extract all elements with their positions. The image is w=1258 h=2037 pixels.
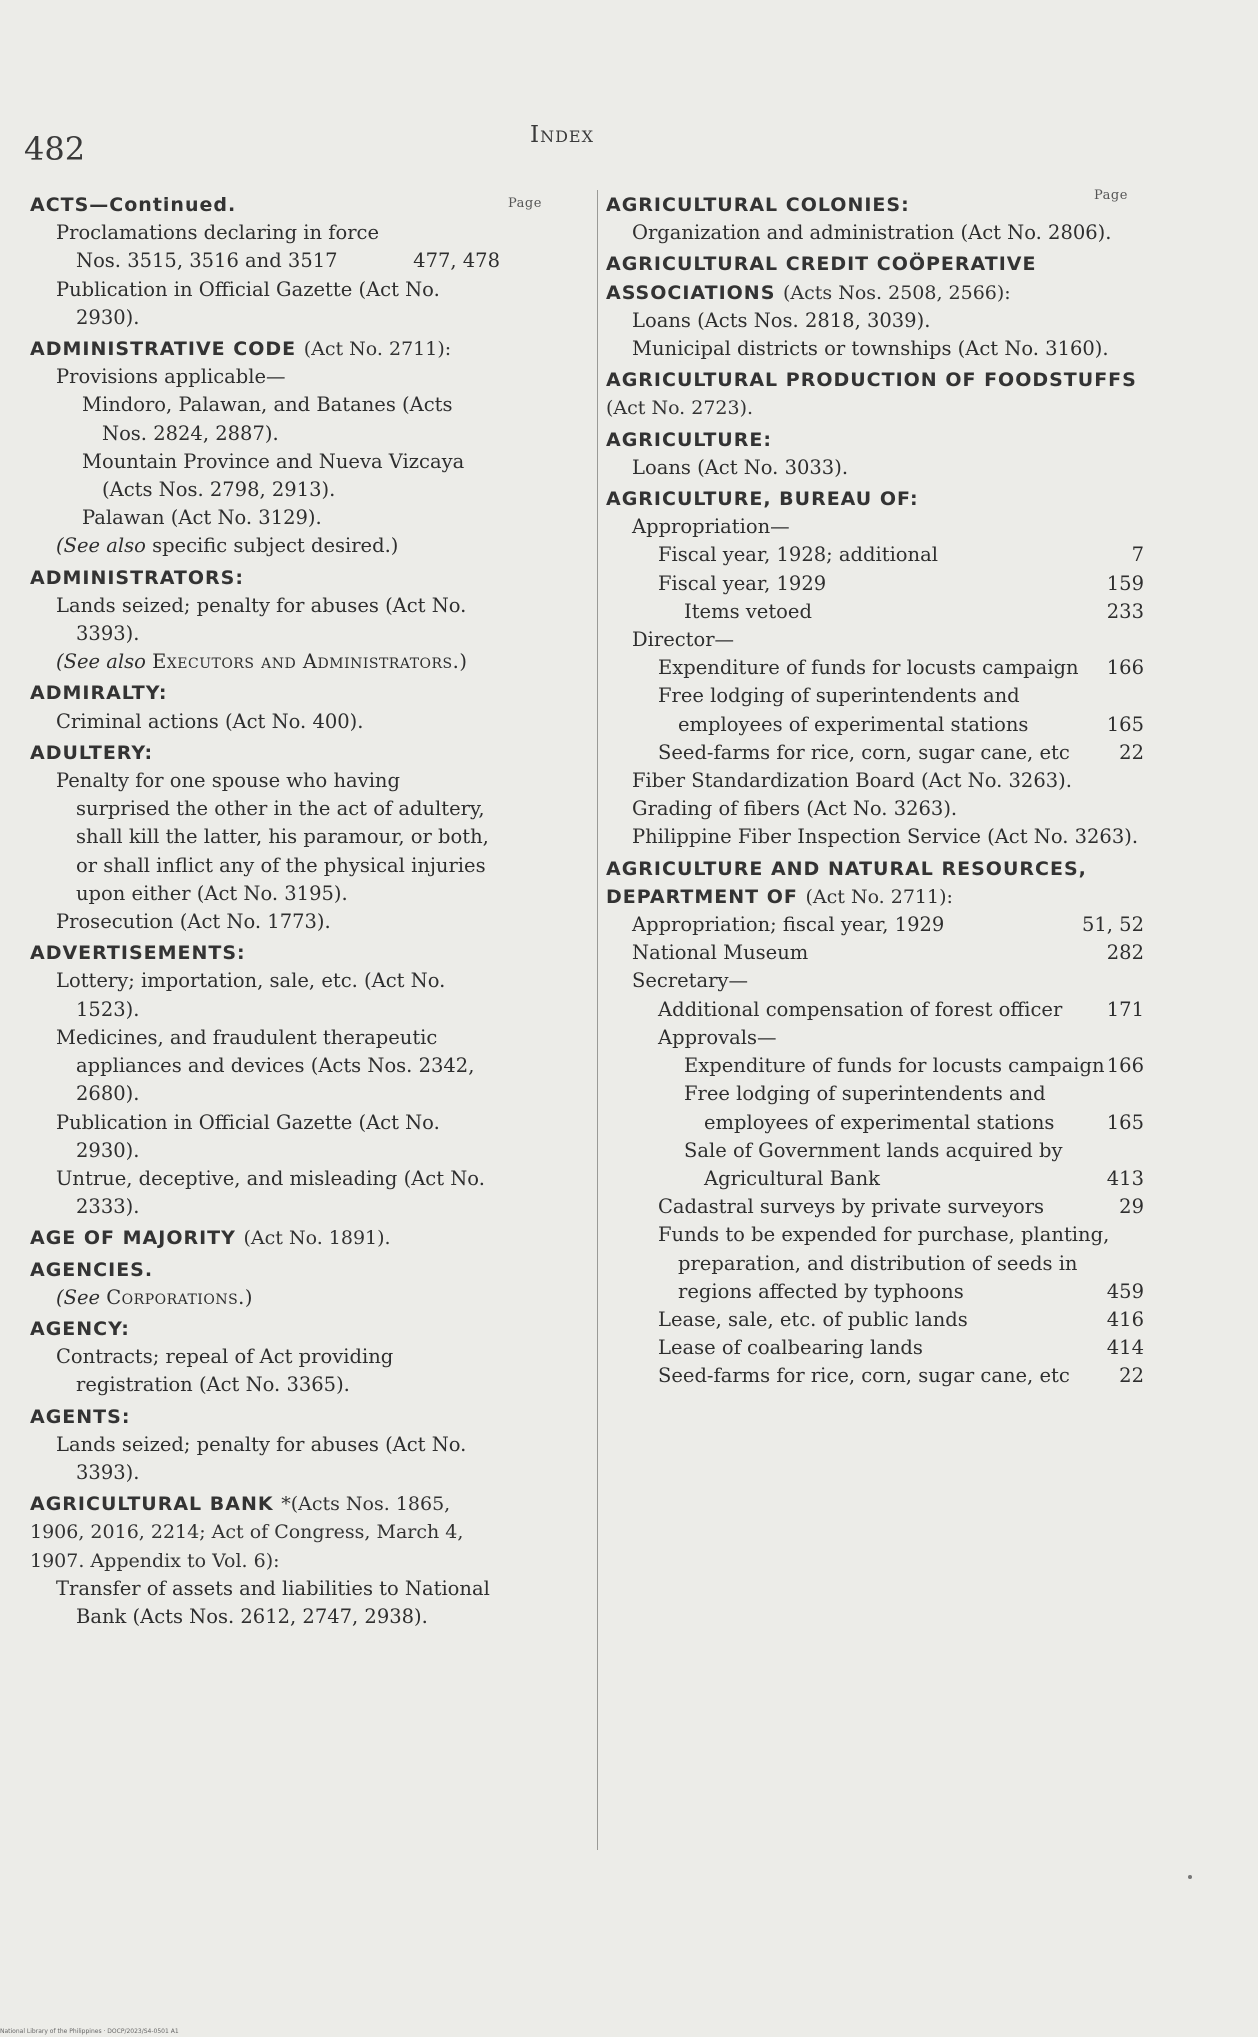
entry-text: Appropriation— [632, 515, 790, 539]
see-also-note [30, 648, 500, 676]
heading-text: AGENCY: [30, 1317, 130, 1340]
index-entry [30, 448, 500, 504]
heading-text: AGRICULTURE, BUREAU OF: [606, 488, 919, 511]
entry-text: Expenditure of funds for locusts campaign [658, 656, 1079, 680]
index-heading [30, 1256, 500, 1284]
entry-text: Free lodging of superintendents and employees of experimental stations [684, 1082, 1055, 1134]
index-entry [30, 276, 500, 332]
see-also-note [30, 1284, 500, 1312]
entry-text: Fiber Standardization Board (Act No. 3263). [632, 769, 1072, 793]
entry-text: Funds to be expended for purchase, planting, preparation, and distribution of seeds in regions affected by typhoons [658, 1223, 1110, 1303]
entry-page-ref: 416 [1106, 1307, 1144, 1331]
index-entry [606, 767, 1144, 795]
index-entry [606, 570, 1144, 598]
index-heading [30, 739, 500, 767]
heading-text: ADMINISTRATORS: [30, 566, 244, 589]
entry-text: Fiscal year, 1928; additional [658, 543, 938, 567]
running-head: Index [530, 122, 594, 148]
entry-text: Criminal actions (Act No. 400). [56, 709, 364, 733]
entry-text: Lease of coalbearing lands [658, 1336, 923, 1360]
index-entry [30, 363, 500, 391]
index-entry [606, 1334, 1144, 1362]
entry-page-ref: 165 [1106, 712, 1144, 736]
column-divider [597, 190, 598, 1850]
entry-text: Additional compensation of forest officer [658, 997, 1063, 1021]
see-also-prefix: (See also [56, 650, 146, 674]
index-entry [30, 1165, 500, 1221]
entry-page-ref: 477, 478 [413, 249, 500, 273]
entry-page-ref: 166 [1106, 656, 1144, 680]
index-entry [30, 592, 500, 648]
entry-text: Director— [632, 628, 735, 652]
index-heading [30, 1490, 500, 1575]
entry-text: Grading of fibers (Act No. 3263). [632, 797, 958, 821]
index-heading [30, 1403, 500, 1431]
index-heading [606, 855, 1144, 911]
index-entry [606, 513, 1144, 541]
heading-note: (Act No. 1891). [243, 1227, 391, 1250]
index-entry [606, 1362, 1144, 1390]
index-entry [30, 708, 500, 736]
index-entry [30, 967, 500, 1023]
index-entry [606, 939, 1144, 967]
entry-text: Appropriation; fiscal year, 1929 [632, 913, 945, 937]
index-entry [606, 1024, 1144, 1052]
entry-text: Organization and administration (Act No. 2806). [632, 221, 1112, 245]
entry-page-ref: 233 [1106, 599, 1144, 623]
see-also-text: specific subject desired.) [152, 534, 399, 558]
entry-page-ref: 159 [1106, 571, 1144, 595]
heading-note: (Act No. 2723). [606, 397, 754, 420]
index-entry [30, 1343, 500, 1399]
entry-text: Expenditure of funds for locusts campaign [684, 1054, 1105, 1078]
index-entry [606, 654, 1144, 682]
entry-text: Untrue, deceptive, and misleading (Act No. 2333). [56, 1166, 485, 1219]
heading-text: ACTS—Continued. [30, 194, 237, 216]
entry-text: National Museum [632, 941, 809, 965]
right-column [606, 188, 1144, 1391]
index-entry [30, 1431, 500, 1487]
entry-text: Publication in Official Gazette (Act No. 2930). [56, 1110, 440, 1162]
entry-text: Municipal districts or townships (Act No. 3160). [632, 337, 1109, 361]
see-also-note [30, 532, 500, 560]
entry-text: Approvals— [658, 1025, 777, 1049]
entry-text: Publication in Official Gazette (Act No. 2930). [56, 277, 440, 329]
index-entry [606, 823, 1144, 851]
heading-text: AGRICULTURAL BANK [30, 1493, 274, 1516]
page-number: 482 [24, 130, 86, 168]
entry-text: Philippine Fiber Inspection Service (Act No. 3263). [632, 825, 1139, 849]
index-heading [30, 1315, 500, 1343]
entry-text: Palawan (Act No. 3129). [82, 506, 322, 530]
entry-page-ref: 171 [1106, 997, 1144, 1021]
index-entry [606, 996, 1144, 1024]
index-entry [606, 1137, 1144, 1193]
entry-text: Provisions applicable— [56, 365, 286, 389]
index-entry [606, 1306, 1144, 1334]
entry-page-ref: 166 [1106, 1054, 1144, 1078]
heading-text: AGRICULTURAL COLONIES: [606, 194, 910, 216]
heading-text: AGRICULTURAL CREDIT COÖPERATIVE ASSOCIATIONS [606, 253, 1037, 304]
index-entry [606, 335, 1144, 363]
entry-text: Proclamations declaring in force Nos. 3515, 3516 and 3517 [56, 221, 379, 273]
index-heading [606, 191, 1144, 219]
index-heading [606, 250, 1144, 306]
entry-text: Lease, sale, etc. of public lands [658, 1307, 968, 1331]
entry-text: Penalty for one spouse who having surprised the other in the act of adultery, shall kill the latter, his paramour, or both, or shall inflict any of the physical injuries upon either (Act No. 3195). [56, 769, 489, 905]
index-heading [606, 366, 1144, 422]
entry-text: Contracts; repeal of Act providing registration (Act No. 3365). [56, 1345, 394, 1397]
index-heading [30, 335, 500, 363]
heading-note: (Act No. 2711): [303, 338, 452, 361]
see-also-reference: Executors and Administrators.) [152, 650, 468, 674]
entry-text: Secretary— [632, 969, 748, 993]
index-heading [30, 679, 500, 707]
entry-text: Lottery; importation, sale, etc. (Act No. 1523). [56, 969, 446, 1021]
entry-page-ref: 165 [1106, 1110, 1144, 1134]
heading-text: AGRICULTURAL PRODUCTION OF FOODSTUFFS [606, 369, 1137, 392]
entry-text: Sale of Government lands acquired by Agricultural Bank [684, 1138, 1063, 1190]
index-entry [606, 1193, 1144, 1221]
index-entry [30, 908, 500, 936]
entry-page-ref: 282 [1106, 941, 1144, 965]
heading-text: ADULTERY: [30, 741, 154, 764]
index-entry [606, 219, 1144, 247]
index-entry [606, 967, 1144, 995]
heading-text: AGE OF MAJORITY [30, 1227, 236, 1250]
index-entry [30, 767, 500, 908]
scan-footer: National Library of the Philippines · DOCP/2023/S4-0501 A1 [0, 2028, 179, 2035]
index-heading [30, 1224, 500, 1252]
heading-note: (Acts Nos. 2508, 2566): [783, 281, 1011, 304]
entry-page-ref: 22 [1119, 1364, 1144, 1388]
entry-page-ref: 51, 52 [1081, 913, 1144, 937]
index-entry: Fiscal year, 1928; additional 7 [606, 541, 1144, 569]
heading-text: AGRICULTURE: [606, 428, 772, 451]
index-entry [606, 1080, 1144, 1136]
index-entry [30, 219, 500, 275]
heading-text: AGENCIES. [30, 1258, 154, 1281]
entry-text: Transfer of assets and liabilities to National Bank (Acts Nos. 2612, 2747, 2938). [56, 1576, 490, 1628]
entry-page-ref: 22 [1119, 740, 1144, 764]
see-also-prefix: (See [56, 1285, 101, 1309]
speck-mark [1188, 1875, 1192, 1879]
index-entry [606, 911, 1144, 939]
entry-text: Medicines, and fraudulent therapeutic appliances and devices (Acts Nos. 2342, 2680). [56, 1025, 475, 1106]
index-entry [30, 391, 500, 447]
index-heading [30, 191, 500, 219]
index-entry [606, 626, 1144, 654]
heading-note: (Act No. 2711): [805, 885, 953, 908]
index-entry [30, 1024, 500, 1109]
heading-note: *(Acts Nos. 1865, 1906, 2016, 2214; Act of Congress, March 4, 1907. Appendix to Vol. 6): [30, 1493, 464, 1572]
entry-text: Fiscal year, 1929 [658, 571, 827, 595]
entry-text: Loans (Act No. 3033). [632, 455, 849, 479]
entry-text: Items vetoed [684, 599, 812, 623]
entry-text: Seed-farms for rice, corn, sugar cane, etc [658, 740, 1070, 764]
heading-text: ADMIRALTY: [30, 682, 168, 705]
entry-text: Cadastral surveys by private surveyors [658, 1195, 1045, 1219]
index-entry [606, 739, 1144, 767]
index-entry [606, 598, 1144, 626]
see-also-reference: Corporations.) [106, 1285, 253, 1309]
index-entry [30, 504, 500, 532]
index-entry [606, 682, 1144, 738]
page-column-header-left: Page [508, 196, 542, 211]
entry-page-ref: 29 [1119, 1195, 1144, 1219]
entry-page-ref: 414 [1106, 1336, 1144, 1360]
entry-text: Mindoro, Palawan, and Batanes (Acts Nos. 2824, 2887). [82, 393, 453, 445]
index-entry [606, 795, 1144, 823]
heading-text: AGRICULTURE AND NATURAL RESOURCES, DEPARTMENT OF [606, 857, 1087, 908]
index-entry [606, 1052, 1144, 1080]
left-column [30, 188, 500, 1631]
entry-text: Seed-farms for rice, corn, sugar cane, etc [658, 1364, 1070, 1388]
index-entry [606, 454, 1144, 482]
entry-text: Mountain Province and Nueva Vizcaya (Acts Nos. 2798, 2913). [82, 449, 465, 502]
see-also-prefix: (See also [56, 534, 146, 558]
page-column-header-right: Page [1094, 188, 1128, 203]
entry-text: Lands seized; penalty for abuses (Act No. 3393). [56, 1432, 467, 1484]
index-heading [606, 426, 1144, 454]
entry-text: Loans (Acts Nos. 2818, 3039). [632, 308, 931, 332]
entry-page-ref: 413 [1106, 1166, 1144, 1190]
heading-text: AGENTS: [30, 1405, 131, 1428]
index-entry [30, 1575, 500, 1631]
entry-text: Prosecution (Act No. 1773). [56, 910, 331, 934]
index-heading [606, 485, 1144, 513]
index-entry [30, 1109, 500, 1165]
index-heading [30, 939, 500, 967]
entry-text: Free lodging of superintendents and employees of experimental stations [658, 684, 1029, 736]
heading-text: ADVERTISEMENTS: [30, 942, 246, 965]
entry-page-ref: 459 [1106, 1279, 1144, 1303]
entry-text: Lands seized; penalty for abuses (Act No. 3393). [56, 593, 467, 646]
index-entry [606, 307, 1144, 335]
heading-text: ADMINISTRATIVE CODE [30, 338, 297, 361]
index-entry [606, 1221, 1144, 1306]
index-heading [30, 564, 500, 592]
